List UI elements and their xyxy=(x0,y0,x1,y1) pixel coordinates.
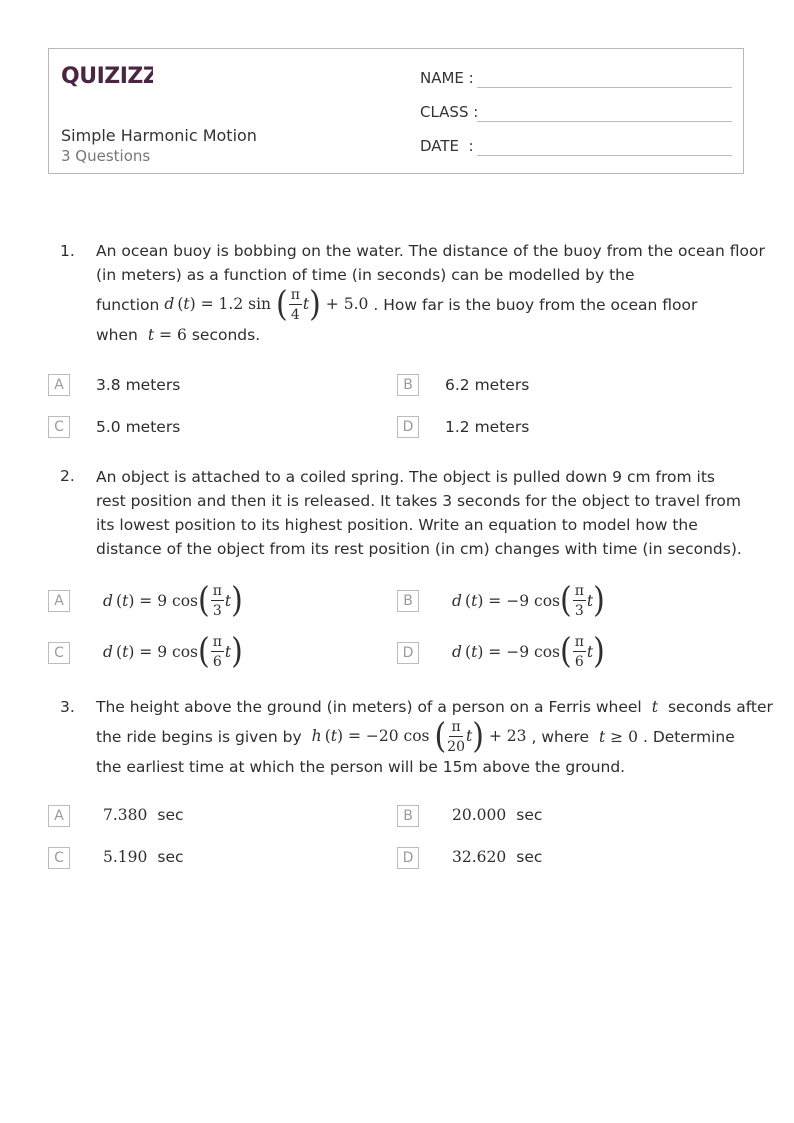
q3-option-a-text[interactable]: 7.380 sec xyxy=(103,806,184,824)
class-label: CLASS : xyxy=(420,103,479,121)
question-1-condition: t = 6 xyxy=(147,326,187,344)
q1-option-c-text[interactable]: 5.0 meters xyxy=(96,418,181,436)
q3-option-b-box[interactable]: B xyxy=(397,805,419,827)
quizizz-logo xyxy=(61,61,153,93)
q1-option-c-box[interactable]: C xyxy=(48,416,70,438)
question-1-text-line-3 xyxy=(96,285,697,325)
question-2-text: An object is attached to a coiled spring. The object is pulled down 9 cm from its rest position and then it is released. It takes 3 seconds for the object to travel from its lowest position to its highest position. Write an equation to model how the distance of the object from its rest position (in cm) changes with time (in seconds). xyxy=(96,468,742,558)
question-3-text-line-3: the earliest time at which the person will be 15m above the ground. xyxy=(96,758,626,776)
q2-option-c-formula[interactable]: d ( t ) = 9 cos ( $\frac{\pi}{6}$ t ) xyxy=(103,631,243,672)
question-1-text-line-4: when t = 6 seconds. xyxy=(96,326,261,344)
svg-text:QUIZIZZ: QUIZIZZ xyxy=(61,64,153,89)
worksheet-title: Simple Harmonic Motion xyxy=(61,126,257,145)
q2-option-b-formula[interactable]: d ( t ) = −9 cos ( $\frac{\pi}{3}$ t ) xyxy=(452,580,605,621)
question-2-number: 2. xyxy=(60,467,75,485)
q1-option-a-box[interactable]: A xyxy=(48,374,70,396)
question-1-text-line-1: An ocean buoy is bobbing on the water. The distance of the buoy from the ocean floor xyxy=(96,242,765,260)
name-line[interactable] xyxy=(477,87,732,88)
question-3-number: 3. xyxy=(60,698,75,716)
question-1-number: 1. xyxy=(60,242,75,260)
q1-option-d-text[interactable]: 1.2 meters xyxy=(445,418,530,436)
q2-option-a-formula[interactable]: d ( t ) = 9 cos ( $\frac{\pi}{3}$ t ) xyxy=(103,580,243,621)
question-count: 3 Questions xyxy=(61,147,151,165)
q1-option-a-text[interactable]: 3.8 meters xyxy=(96,376,181,394)
q3-option-c-box[interactable]: C xyxy=(48,847,70,869)
q3-option-d-box[interactable]: D xyxy=(397,847,419,869)
question-1-prefix: function xyxy=(96,296,160,314)
worksheet-header xyxy=(48,48,744,174)
q3-option-d-text[interactable]: 32.620 sec xyxy=(452,848,543,866)
name-label: NAME : xyxy=(420,69,474,87)
question-1-text-line-2: (in meters) as a function of time (in seconds) can be modelled by the xyxy=(96,266,635,284)
question-3-condition: t ≥ 0 xyxy=(599,728,638,746)
date-label: DATE : xyxy=(420,137,474,155)
date-field xyxy=(420,137,474,155)
question-3-text-line-2: the ride begins is given by h (t) = −20 cos ( $\frac{\pi}{20}$ t) + 23 , where t ≥ 0 . Determine xyxy=(96,716,735,757)
question-1-formula: d (t) = 1.2 sin ( $\frac{\pi}{4}$ t) + 5.0 xyxy=(164,284,369,325)
name-field xyxy=(420,69,474,87)
question-1-suffix: . How far is the buoy from the ocean floor xyxy=(373,296,698,314)
q1-option-b-box[interactable]: B xyxy=(397,374,419,396)
class-field xyxy=(420,103,478,121)
q2-option-d-formula[interactable]: d ( t ) = −9 cos ( $\frac{\pi}{6}$ t ) xyxy=(452,631,605,672)
question-3-formula: h (t) = −20 cos ( $\frac{\pi}{20}$ t) + 23 xyxy=(311,716,527,757)
q2-option-a-box[interactable]: A xyxy=(48,590,70,612)
q2-option-b-box[interactable]: B xyxy=(397,590,419,612)
class-line[interactable] xyxy=(477,121,732,122)
q3-option-a-box[interactable]: A xyxy=(48,805,70,827)
question-3-text-line-1: The height above the ground (in meters) of a person on a Ferris wheel t seconds after xyxy=(96,698,773,716)
q1-option-d-box[interactable]: D xyxy=(397,416,419,438)
q2-option-c-box[interactable]: C xyxy=(48,642,70,664)
q1-option-b-text[interactable]: 6.2 meters xyxy=(445,376,530,394)
quizizz-logo-icon xyxy=(61,61,153,89)
q2-option-d-box[interactable]: D xyxy=(397,642,419,664)
q3-option-b-text[interactable]: 20.000 sec xyxy=(452,806,543,824)
date-line[interactable] xyxy=(477,155,732,156)
q3-option-c-text[interactable]: 5.190 sec xyxy=(103,848,184,866)
